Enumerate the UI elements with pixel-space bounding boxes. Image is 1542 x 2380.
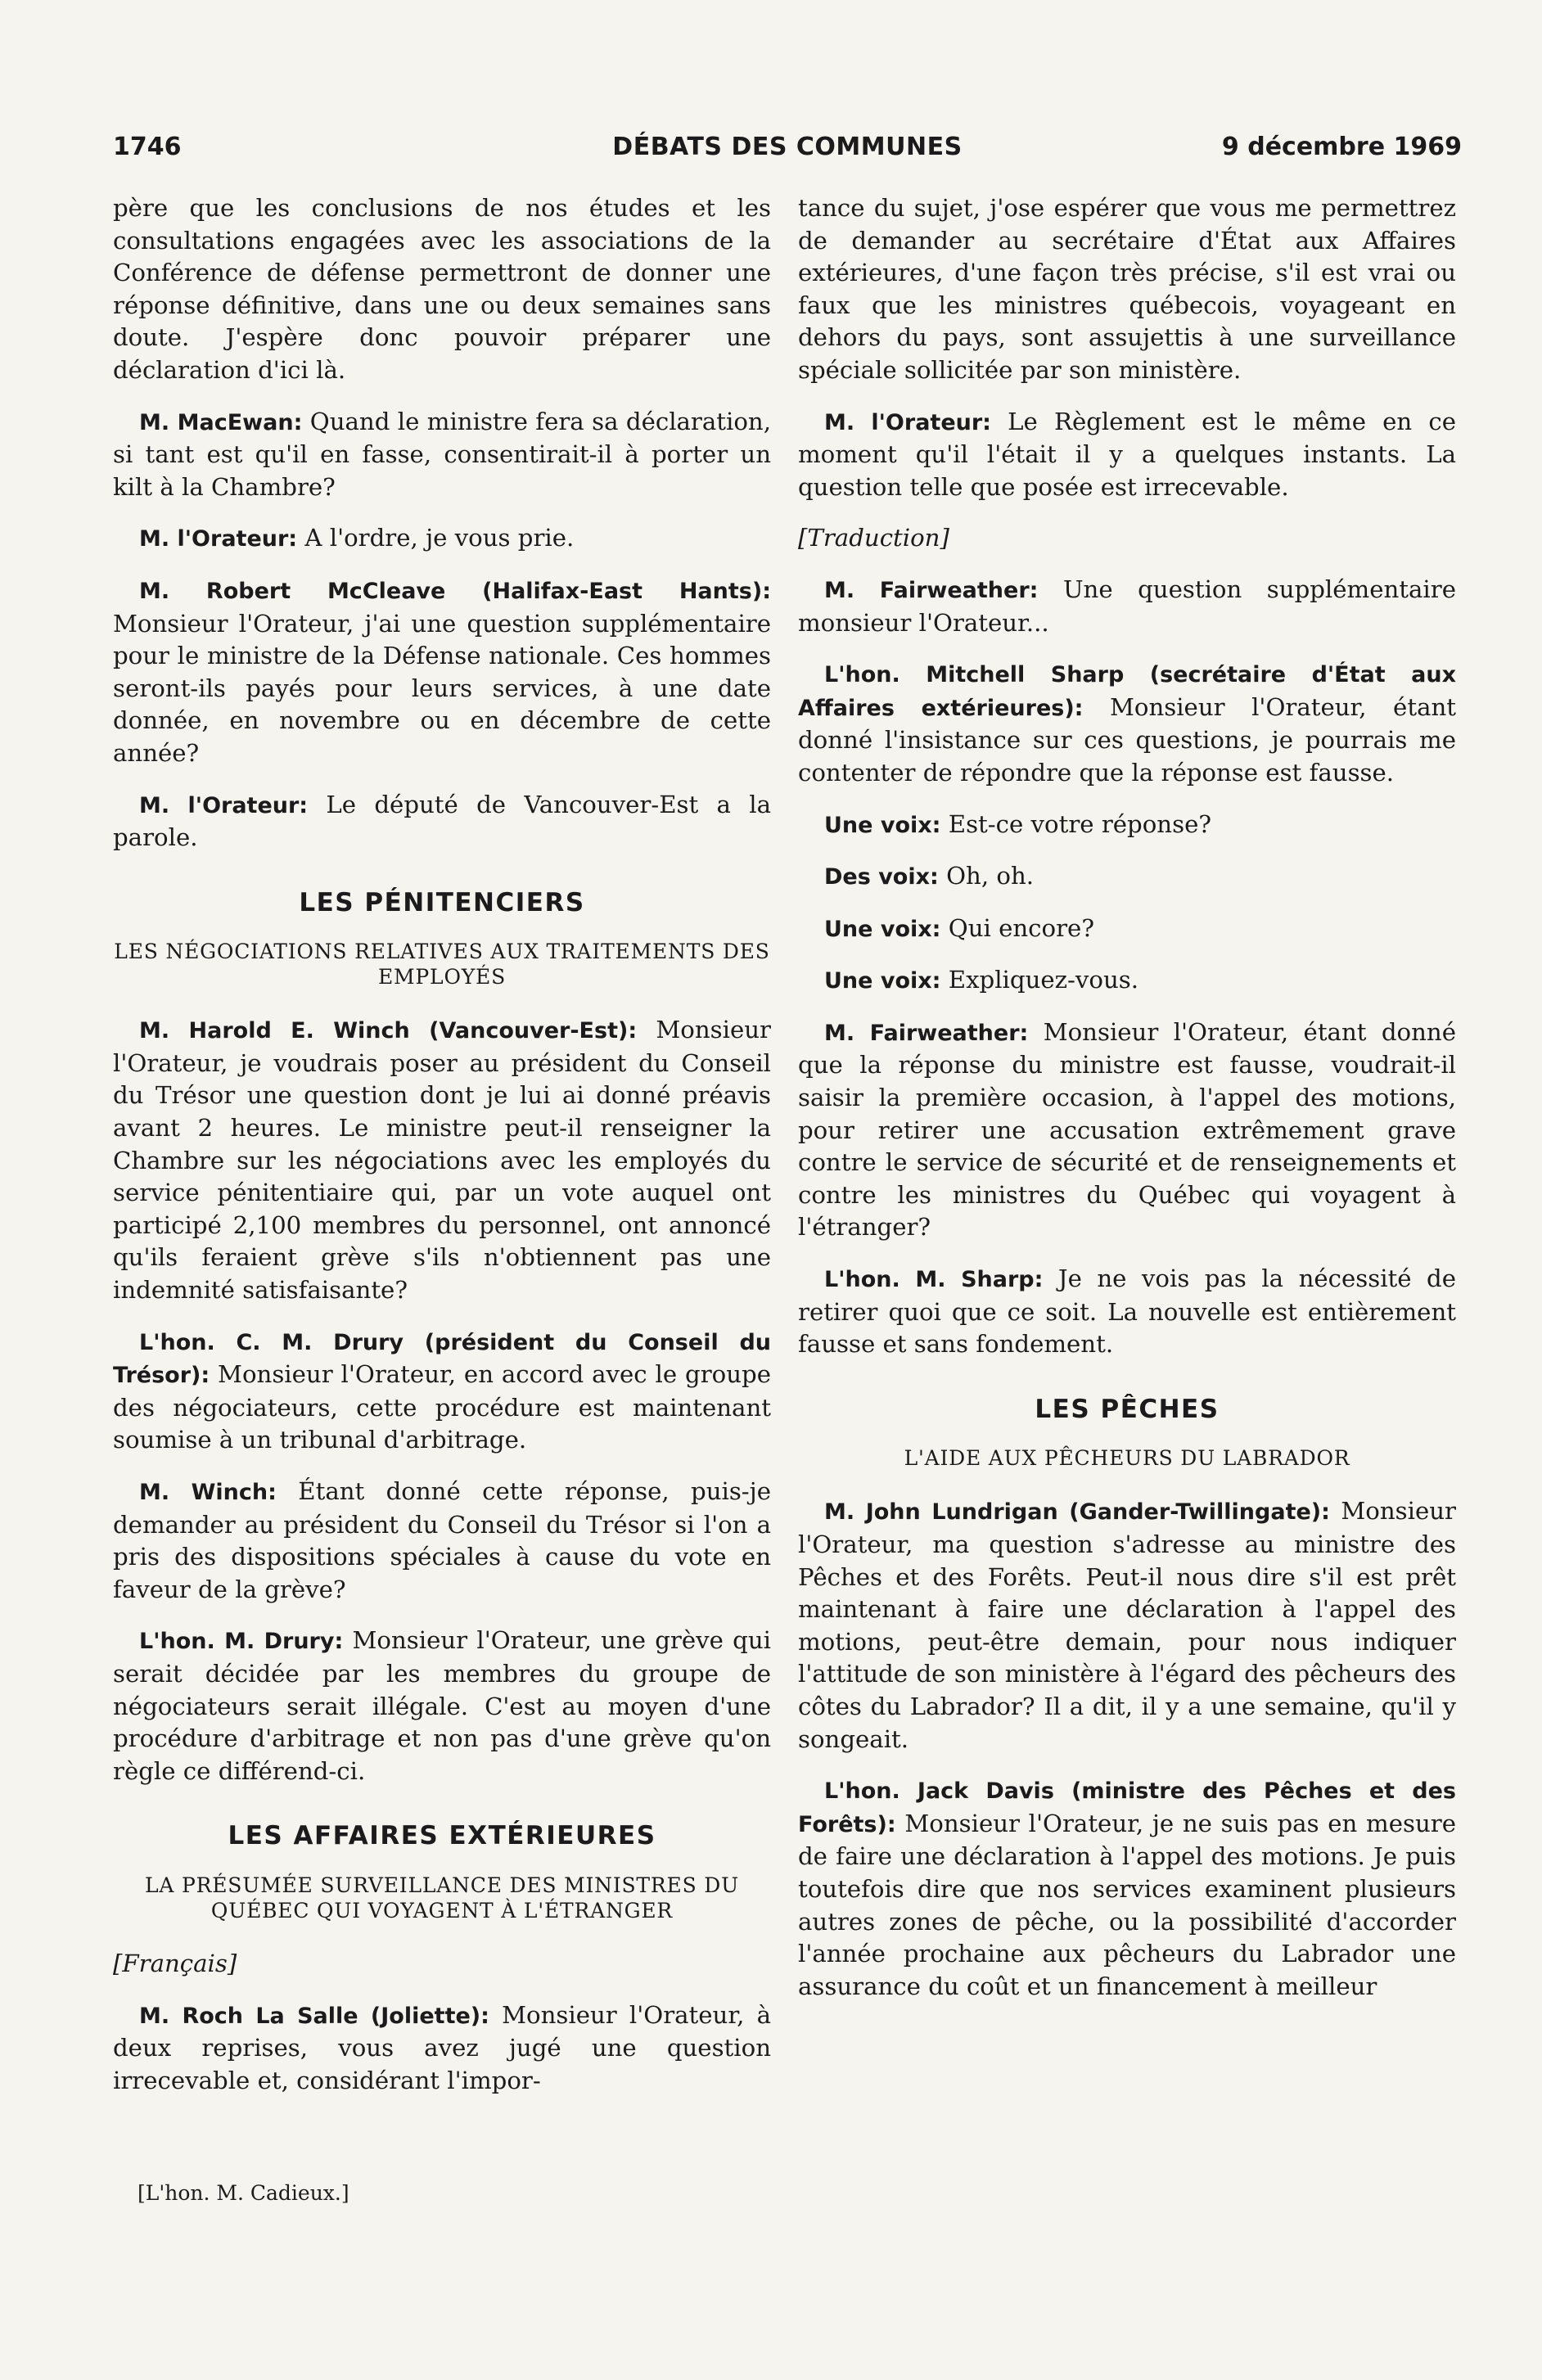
speaker-name: M. John Lundrigan (Gander-Twillingate):: [824, 1499, 1330, 1526]
speech: [113, 1476, 771, 1606]
speaker-name: M. Robert McCleave (Halifax-East Hants):: [139, 578, 771, 604]
speech-text: Est-ce votre réponse?: [940, 809, 1212, 838]
speaker-name: M. l'Orateur:: [824, 409, 991, 435]
speech: [798, 1263, 1456, 1361]
publication-title: DÉBATS DES COMMUNES: [612, 133, 963, 161]
speaker-name: M. Winch:: [139, 1480, 277, 1505]
language-marker: [Français]: [113, 1949, 237, 1977]
speech-text: Le député de Vancouver-Est a la parole.: [113, 790, 771, 852]
speech: [113, 1625, 771, 1787]
speaker-name: Une voix:: [824, 916, 941, 942]
speech-text: A l'ordre, je vous prie.: [297, 524, 575, 552]
speaker-name: M. MacEwan:: [139, 409, 303, 435]
speech-text: Qui encore?: [940, 913, 1094, 942]
speaker-name: M. Fairweather:: [824, 577, 1039, 603]
footnote: [L'hon. M. Cadieux.]: [138, 2181, 349, 2205]
speaker-name: L'hon. Jack Davis (ministre des Pêches et des Forêts):: [798, 1778, 1456, 1837]
speech-text: Monsieur l'Orateur, j'ai une question supplémentaire pour le ministre de la Défense nationale. Ces hommes seront-ils payés pour leurs services, à une date donnée, en novembre ou en décembre de cette année?: [113, 609, 771, 767]
speech: [798, 1016, 1456, 1244]
speech-text: Étant donné cette réponse, puis-je demander au président du Conseil du Trésor si l'on a pris des dispositions spéciales à cause du vote en faveur de la grève?: [113, 1477, 771, 1603]
subsection-heading: LA PRÉSUMÉE SURVEILLANCE DES MINISTRES DU QUÉBEC QUI VOYAGENT À L'ÉTRANGER: [145, 1873, 739, 1922]
speech-text: Le Règlement est le même en ce moment qu'il l'était il y a quelques instants. La question telle que posée est irrecevable.: [798, 407, 1456, 501]
speaker-name: L'hon. Mitchell Sharp (secrétaire d'État aux Affaires extérieures):: [798, 662, 1456, 721]
speech-text: Monsieur l'Orateur, ma question s'adresse au ministre des Pêches et des Forêts. Peut-il nous dire s'il est prêt maintenant à faire une déclaration à l'appel des motions, peut-être demain, pour nous indiquer l'attitude de son ministère à l'égard des pêcheurs des côtes du Labrador? Il a dit, il y a une semaine, qu'il y songeait.: [798, 1497, 1456, 1753]
speech-text: Monsieur l'Orateur, je ne suis pas en mesure de faire une déclaration à l'appel des motions. Je puis toutefois dire que nos services examinent plusieurs autres zones de pêche, ou la possibilité d'accorder l'année prochaine aux pêcheurs du Labrador une assurance du coût et un financement à meilleur: [798, 1809, 1456, 2000]
speech: [798, 860, 1456, 894]
speech: [798, 964, 1456, 998]
speech: [113, 406, 771, 504]
speech: [113, 1326, 771, 1457]
speech-text: Monsieur l'Orateur, en accord avec le groupe des négociateurs, cette procédure est maintenant soumise à un tribunal d'arbitrage.: [113, 1360, 771, 1454]
subsection-heading: L'AIDE AUX PÊCHEURS DU LABRADOR: [904, 1446, 1350, 1471]
paragraph: tance du sujet, j'ose espérer que vous me permettrez de demander au secrétaire d'État aux Affaires extérieures, d'une façon très précise, s'il est vrai ou faux que les ministres québecois, voyageant en dehors du pays, sont assujettis à une surveillance spéciale sollicitée par son ministère.: [798, 194, 1456, 384]
speech: [113, 522, 771, 556]
left-column: [113, 192, 771, 2116]
speech: [798, 406, 1456, 504]
speech: [798, 574, 1456, 639]
speech: [798, 1495, 1456, 1756]
speech: [798, 913, 1456, 946]
section-heading: LES PÊCHES: [1035, 1394, 1220, 1424]
speech-text: Monsieur l'Orateur, une grève qui serait décidée par les membres du groupe de négociateurs serait illégale. C'est au moyen d'une procédure d'arbitrage et non pas d'une grève qu'on règle ce différend-ci.: [113, 1626, 771, 1785]
speech-text: Expliquez-vous.: [940, 966, 1138, 994]
speech-text: Une question supplémentaire monsieur l'Orateur...: [798, 575, 1456, 637]
speech-text: Monsieur l'Orateur, étant donné que la réponse du ministre est fausse, voudrait-il saisir la première occasion, à l'appel des motions, pour retirer une accusation extrêmement grave contre le service de sécurité et de renseignements et contre les ministres du Québec qui voyagent à l'étranger?: [798, 1017, 1456, 1242]
speaker-name: M. l'Orateur:: [139, 792, 309, 818]
language-marker: [Traduction]: [798, 524, 949, 552]
speaker-name: Des voix:: [824, 864, 939, 890]
speech-text: Monsieur l'Orateur, je voudrais poser au président du Conseil du Trésor une question dont je lui ai donné préavis avant 2 heures. Le ministre peut-il renseigner la Chambre sur les négociations avec les employés du service pénitentiaire qui, par un vote auquel ont participé 2,100 membres du personnel, ont annoncé qu'ils feraient grève s'ils n'obtiennent pas une indemnité satisfaisante?: [113, 1016, 771, 1305]
speaker-name: L'hon. M. Drury:: [139, 1629, 344, 1655]
speaker-name: M. Harold E. Winch (Vancouver-Est):: [139, 1018, 638, 1044]
page-header: [113, 133, 1462, 169]
page-number: 1746: [113, 133, 182, 161]
section-heading: LES AFFAIRES EXTÉRIEURES: [228, 1821, 656, 1851]
speaker-name: Une voix:: [824, 968, 941, 994]
speech-text: Quand le ministre fera sa déclaration, si tant est qu'il en fasse, consentirait-il à porter un kilt à la Chambre?: [113, 407, 771, 501]
speech-text: Je ne vois pas la nécessité de retirer quoi que ce soit. La nouvelle est entièrement fausse et sans fondement.: [798, 1264, 1456, 1359]
right-column: [798, 192, 1456, 2022]
speech-text: Oh, oh.: [938, 862, 1035, 890]
speaker-name: M. l'Orateur:: [139, 526, 298, 552]
speaker-name: M. Fairweather:: [824, 1020, 1029, 1046]
speech-text: Monsieur l'Orateur, à deux reprises, vous avez jugé une question irrecevable et, considérant l'impor-: [113, 2000, 771, 2094]
subsection-heading: LES NÉGOCIATIONS RELATIVES AUX TRAITEMENTS DES EMPLOYÉS: [114, 940, 770, 989]
speaker-name: L'hon. C. M. Drury (président du Conseil du Trésor):: [113, 1329, 771, 1389]
speech: [113, 789, 771, 854]
speech-text: Monsieur l'Orateur, étant donné l'insistance sur ces questions, je pourrais me contenter de répondre que la réponse est fausse.: [798, 692, 1456, 787]
speaker-name: Une voix:: [824, 812, 941, 838]
speech: [798, 658, 1456, 789]
speech: [798, 809, 1456, 842]
page-date: 9 décembre 1969: [1221, 133, 1462, 161]
speech: [113, 575, 771, 770]
speech: [798, 1774, 1456, 2003]
speaker-name: L'hon. M. Sharp:: [824, 1267, 1044, 1293]
paragraph: père que les conclusions de nos études et les consultations engagées avec les associations de la Conférence de défense permettront de donner une réponse définitive, dans une ou deux semaines sans doute. J'espère donc pouvoir préparer une déclaration d'ici là.: [113, 194, 771, 384]
speech: [113, 1014, 771, 1306]
speaker-name: M. Roch La Salle (Joliette):: [139, 2003, 489, 2029]
speech: [113, 1999, 771, 2098]
section-heading: LES PÉNITENCIERS: [299, 887, 585, 917]
